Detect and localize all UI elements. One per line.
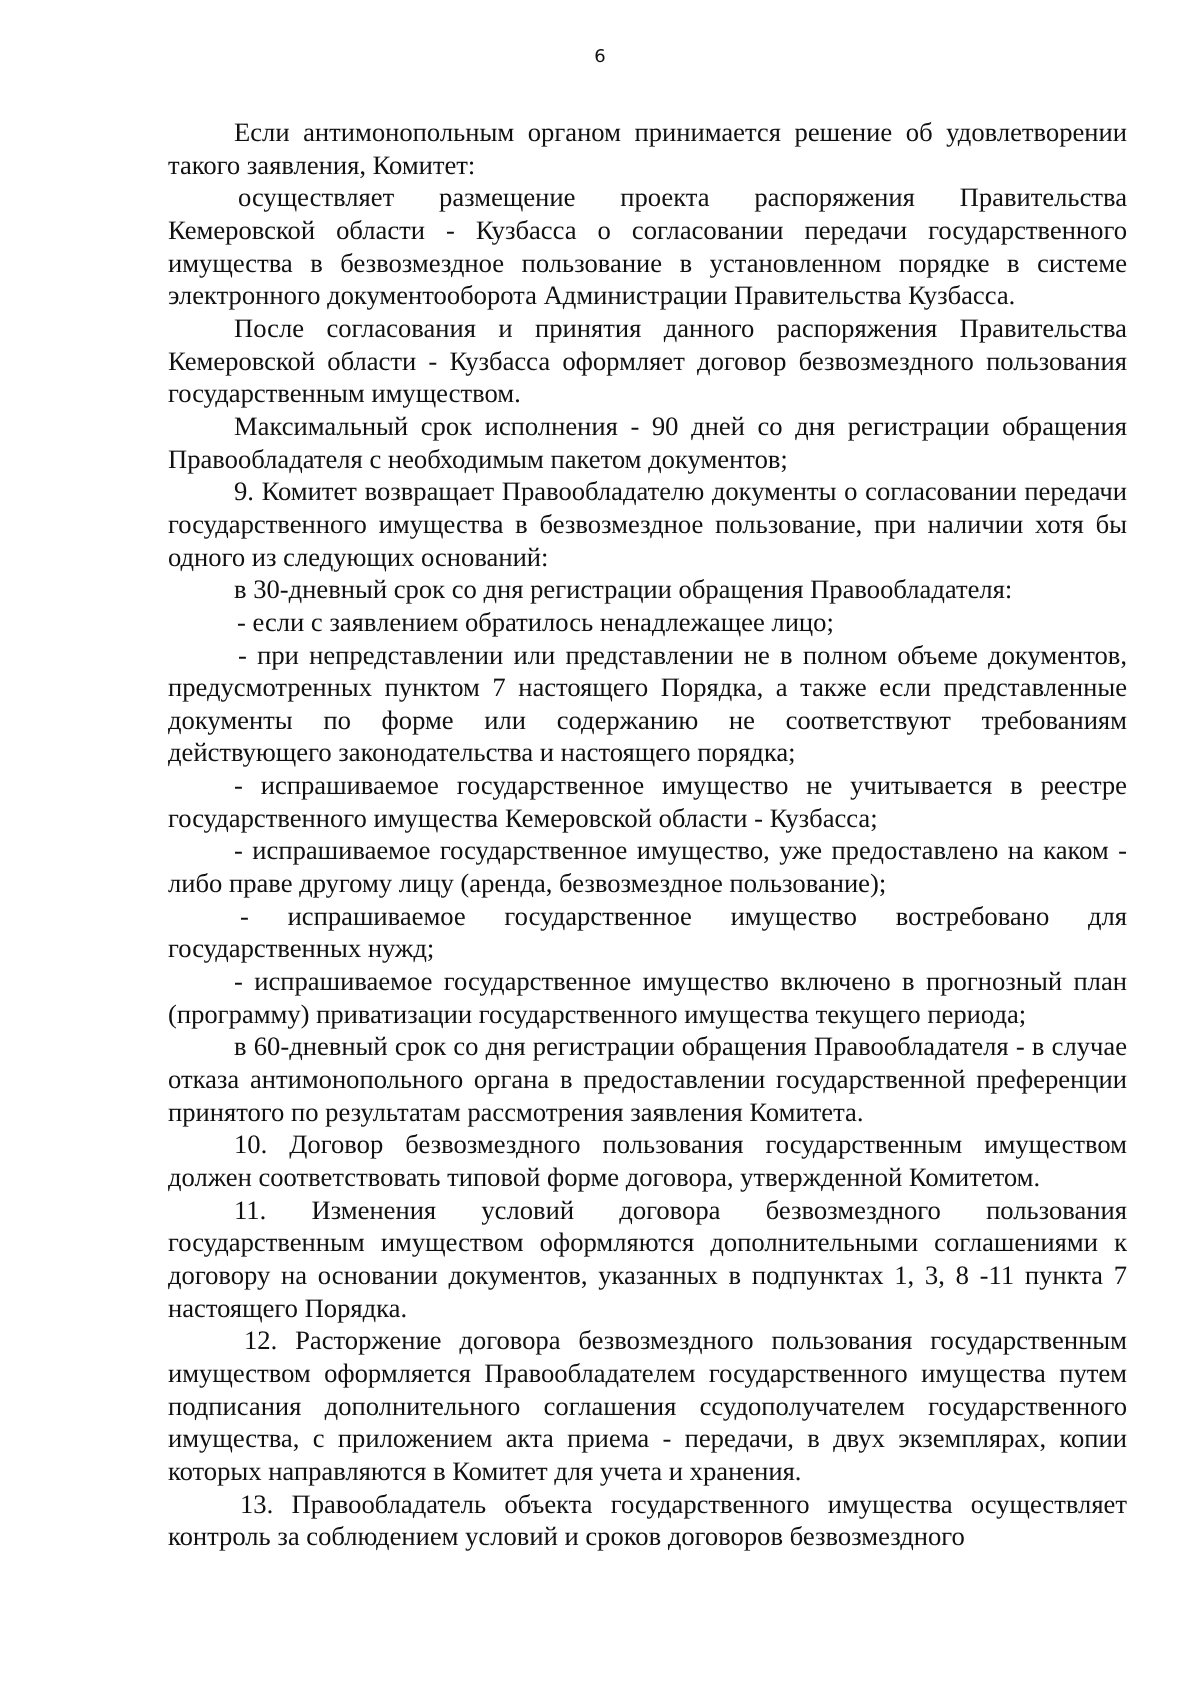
paragraph: - при непредставлении или представлении не в полном объеме документов, предусмотренных пунктом 7 настоящего Порядка, а также если представленные документы по форме или содержанию не соответствуют требованиям действующего законодательства и настоящего порядка; bbox=[168, 639, 1127, 768]
paragraph: После согласования и принятия данного распоряжения Правительства Кемеровской области - Кузбасса оформляет договор безвозмездного пользования государственным имуществом. bbox=[168, 312, 1127, 409]
paragraph: - испрашиваемое государственное имущество, уже предоставлено на каком - либо праве другому лицу (аренда, безвозмездное пользование); bbox=[168, 835, 1127, 899]
paragraph: осуществляет размещение проекта распоряжения Правительства Кемеровской области - Кузбасса о согласовании передачи государственного имущества в безвозмездное пользование в установленном порядке в системе электронного документооборота Администрации Правительства Кузбасса. bbox=[168, 182, 1127, 311]
paragraph: 9. Комитет возвращает Правообладателю документы о согласовании передачи государственного имущества в безвозмездное пользование, при наличии хотя бы одного из следующих оснований: bbox=[168, 476, 1127, 572]
paragraph: - если с заявлением обратилось ненадлежащее лицо; bbox=[237, 606, 834, 637]
paragraph: в 30-дневный срок со дня регистрации обращения Правообладателя: bbox=[234, 574, 1013, 605]
page-number: 6 bbox=[594, 46, 606, 67]
document-body bbox=[168, 116, 1127, 1553]
paragraph: 10. Договор безвозмездного пользования государственным имуществом должен соответствовать типовой форме договора, утвержденной Комитетом. bbox=[168, 1129, 1127, 1192]
paragraph: - испрашиваемое государственное имущество не учитывается в реестре государственного имущества Кемеровской области - Кузбасса; bbox=[168, 770, 1127, 833]
paragraph: Максимальный срок исполнения - 90 дней со дня регистрации обращения Правообладателя с необходимым пакетом документов; bbox=[168, 410, 1127, 474]
paragraph: Если антимонопольным органом принимается решение об удовлетворении такого заявления, Комитет: bbox=[168, 117, 1127, 180]
paragraph: - испрашиваемое государственное имущество включено в прогнозный план (программу) приватизации государственного имущества текущего периода; bbox=[168, 966, 1127, 1029]
paragraph: 12. Расторжение договора безвозмездного пользования государственным имуществом оформляется Правообладателем государственного имущества путем подписания дополнительного соглашения ссудополучателем государственного имущества, с приложением акта приема - передачи, в двух экземплярах, копии которых направляются в Комитет для учета и хранения. bbox=[168, 1325, 1127, 1486]
paragraph: 13. Правообладатель объекта государственного имущества осуществляет контроль за соблюдением условий и сроков договоров безвозмездного bbox=[168, 1488, 1127, 1552]
paragraph: 11. Изменения условий договора безвозмездного пользования государственным имуществом оформляются дополнительными соглашениями к договору на основании документов, указанных в подпунктах 1, 3, 8 -11 пункта 7 настоящего Порядка. bbox=[168, 1194, 1127, 1323]
paragraph: - испрашиваемое государственное имущество востребовано для государственных нужд; bbox=[168, 900, 1127, 964]
paragraph: в 60-дневный срок со дня регистрации обращения Правообладателя - в случае отказа антимонопольного органа в предоставлении государственной преференции принятого по результатам рассмотрения заявления Комитета. bbox=[168, 1031, 1127, 1127]
